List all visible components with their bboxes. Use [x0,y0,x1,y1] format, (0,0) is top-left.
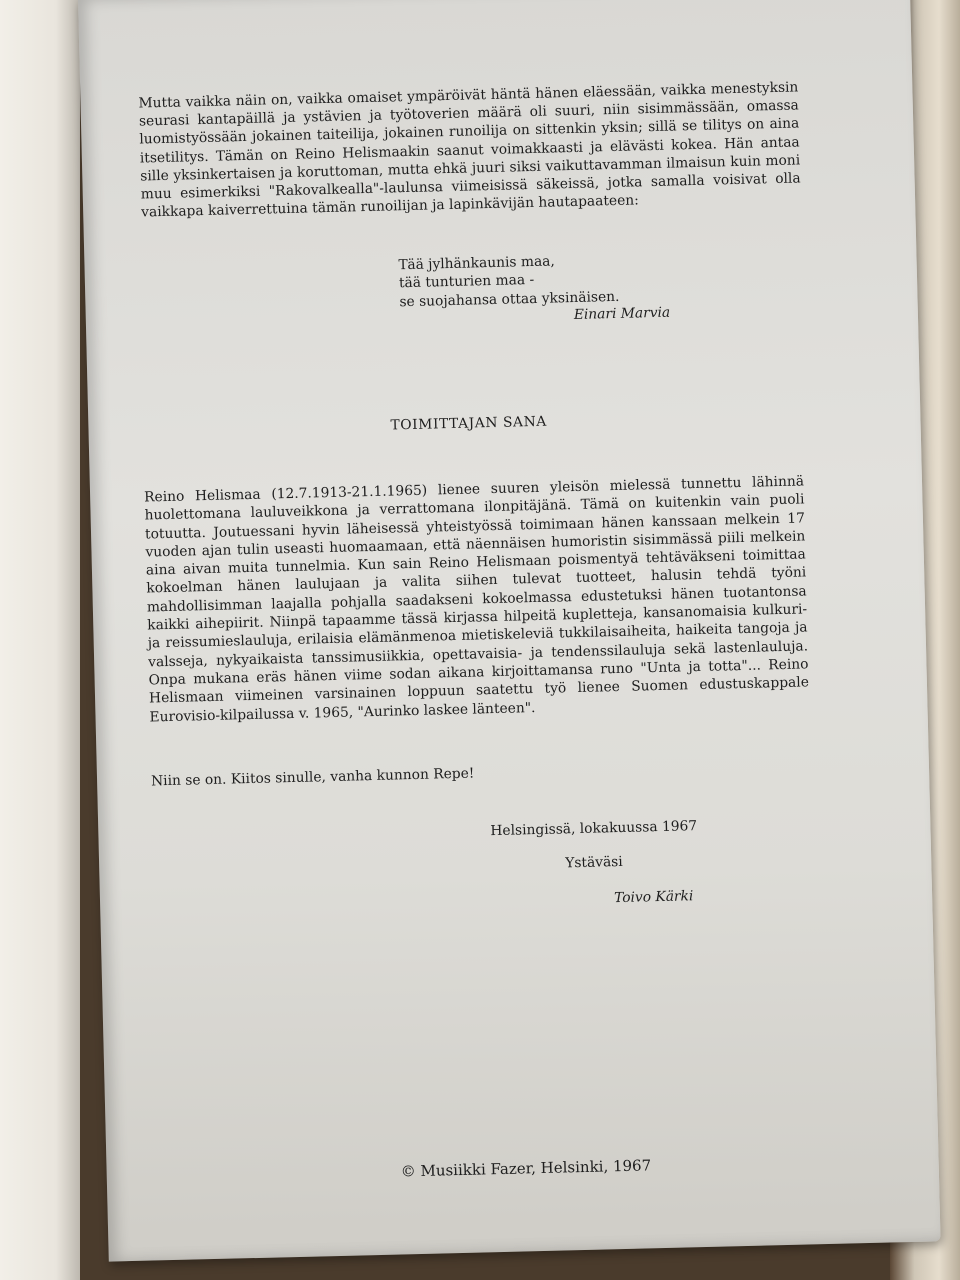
poem-line-3: se suojahansa ottaa yksinäisen. [399,288,620,311]
copyright-notice: © Musiikki Fazer, Helsinki, 1967 [400,1156,652,1181]
signature-einari-marvia: Einari Marvia [573,304,671,323]
poem-line-1: Tää jylhänkaunis maa, [398,253,556,274]
intro-paragraph: Mutta vaikka näin on, vaikka omaiset ympäröivät häntä hänen eläessään, vaikka menestyksin seurasi kantapäillä ja ystävien ja työtoverien määrä oli suuri, niin sisimmässään, omassa luomistyössään jokainen taiteilija, jokainen runoilija on sittenkin yksin; sillä se tilitys on aina itsetilitys. Tämän on Reino Helismaakin saanut voimakkaasti ja elävästi kokea. Hän antaa sille yksinkertaisen ja koruttoman, mutta ehkä juuri siksi vaikuttavamman ilmaisun kuin moni muu esimerkiksi "Rakovalkealla"-laulunsa viimeisissä säkeissä, jotka samalla voisivat olla vaikkapa kaiverrettuina tämän runoilijan ja lapinkävijän hautapaateen: [138,79,801,221]
editor-paragraph: Reino Helismaa (12.7.1913-21.1.1965) lienee suuren yleisön mielessä tunnettu lähinnä huolettomana lauluveikkona ja verrattomana ilonpitäjänä. Tämä on kuitenkin vain puoli totuutta. Joutuessani hyvin läheisessä yhteistyössä toimimaan hänen kanssaan melkein 17 vuoden ajan tulin useasti huomaamaan, että näennäisen humoristin sisimmässä piili melkein aina aivan muita tunnelmia. Kun sain Reino Helismaan poismentyä tehtäväkseni toimittaa kokoelman hänen laulujaan ja valita siihen tulevat tuotteet, halusin tehdä työni mahdollisimman laajalla pohjalla saadakseni kokoelmassa edustetuksi hänen tuotantonsa kaikki aihepiirit. Niinpä tapaamme tässä kirjassa hilpeitä kupletteja, kansanomaisia kulkuri- ja reissumieslauluja, erilaisia elämänmenoa mietiskeleviä tukkilaisaiheita, haikeita tangoja ja valsseja, nykyaikaista tanssimusiikkia, opettavaisia- ja tendenssilauluja sekä lastenlauluja. Onpa mukana eräs hänen viime sodan aikana kirjoittamansa runo "Unta ja totta"... Reino Helismaan viimeinen varsinainen loppuun saatettu työ lienee Suomen edustuskappale Eurovisio-kilpailussa v. 1965, "Aurinko laskee länteen". [143,473,810,726]
poem-quote [398,248,719,311]
closing-line: Niin se on. Kiitos sinulle, vanha kunnon Repe! [150,765,475,790]
facing-page-edge [0,0,80,1280]
greeting: Ystäväsi [565,853,623,872]
section-heading: TOIMITTAJAN SANA [390,413,548,434]
place-and-date: Helsingissä, lokakuussa 1967 [490,818,698,840]
poem-line-2: tää tunturien maa - [398,272,535,292]
booklet-page [78,0,941,1262]
signature-toivo-karki: Toivo Kärki [613,888,694,907]
